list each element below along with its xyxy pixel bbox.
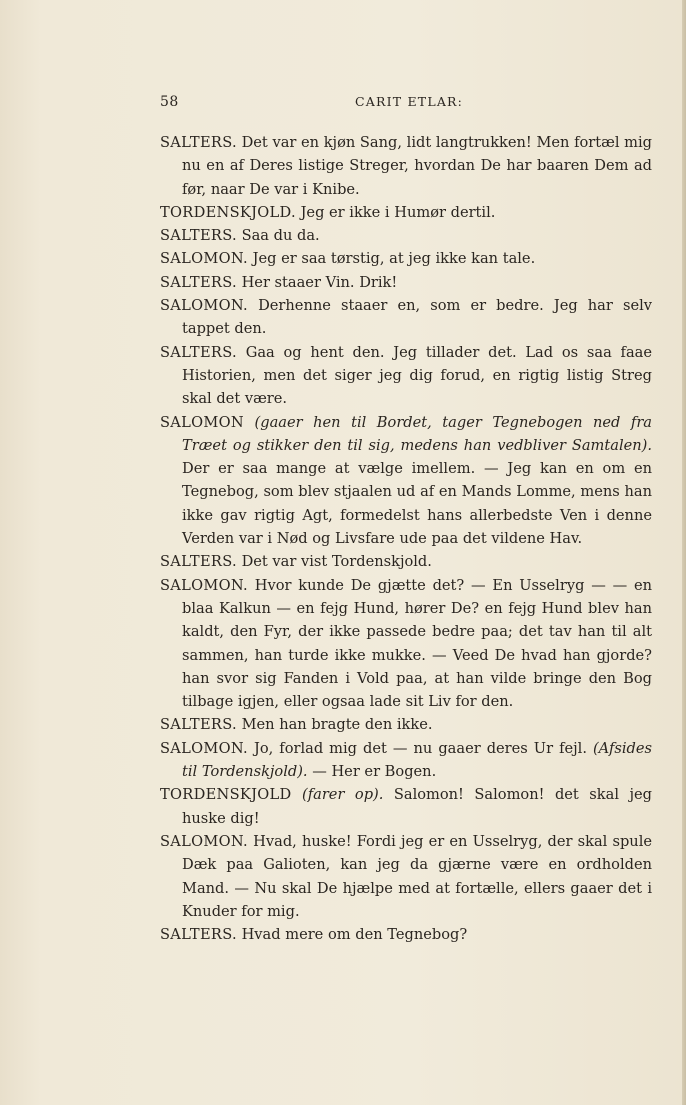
speech-text: Hvad, huske! Fordi jeg er en Usselryg, der skal spule Dæk paa Galioten, kan jeg da gjærne være en ordholden Mand. — Nu skal De hjælpe med at fortælle, ellers gaaer det i Knuder for mig. [182,832,652,920]
dialogue-line [160,201,652,224]
stage-direction: (farer op). [302,786,384,804]
dialogue-line [160,550,652,573]
dialogue-line [160,411,652,551]
speaker-name: SALTERS. [160,553,237,571]
dialogue-line [160,574,652,714]
speech-text: Det var en kjøn Sang, lidt langtrukken! Men fortæl mig nu en af Deres listige Streger, hvordan De har baaren Dem ad før, naar De var i Knibe. [182,134,652,198]
speech-text: — Her er Bogen. [312,763,437,781]
speech-text: Det var vist Tordenskjold. [241,553,432,571]
dialogue-line [160,247,652,270]
speaker-name: SALOMON. [160,297,248,315]
speech-text: Jo, forlad mig det — nu gaaer deres Ur fejl. [254,739,587,757]
speech-text: Jeg er saa tørstig, at jeg ikke kan tale. [252,250,536,268]
dialogue-line [160,224,652,247]
speaker-name: SALTERS. [160,343,237,361]
dialogue-line [160,737,652,784]
page-header [160,94,650,114]
stage-direction: (Afsides til Tordenskjold). [182,739,652,781]
speaker-name: SALOMON. [160,739,248,757]
dialogue-line [160,923,652,946]
speaker-name: TORDENSKJOLD. [160,203,296,221]
speaker-name: SALOMON. [160,250,248,268]
speaker-name: SALTERS. [160,273,237,291]
speech-text: Gaa og hent den. Jeg tillader det. Lad os saa faae Historien, men det siger jeg dig forud, en rigtig listig Streg skal det være. [182,343,652,408]
speech-text: Her staaer Vin. Drik! [241,273,398,291]
dialogue-line [160,713,652,736]
speaker-name: SALTERS. [160,716,237,734]
speaker-name: SALOMON [160,413,244,431]
speech-text: Jeg er ikke i Humør dertil. [300,203,496,221]
dialogue-line [160,271,652,294]
speaker-name: SALTERS. [160,134,237,151]
page-body [160,131,652,946]
speaker-name: SALOMON. [160,832,248,850]
dialogue-line [160,131,652,201]
speaker-name: TORDENSKJOLD [160,786,292,804]
stage-direction: (gaaer hen til Bordet, tager Tegnebogen ned fra Træet og stikker den til sig, medens han vedbliver Samtalen). [182,413,653,454]
speaker-name: SALTERS. [160,227,237,245]
speaker-name: SALOMON. [160,576,248,594]
speech-text: Derhenne staaer en, som er bedre. Jeg har selv tappet den. [182,297,652,338]
dialogue-line [160,783,652,830]
dialogue-line [160,294,652,341]
speech-text: Saa du da. [241,227,320,245]
running-title: CARIT ETLAR: [355,94,464,109]
speech-text: Hvor kunde De gjætte det? — En Usselryg — — en blaa Kalkun — en fejg Hund, hører De? en fejg Hund blev han kaldt, den Fyr, der ikke passede bedre paa; det tav han til alt sammen, han turde ikke mukke. — Veed De hvad han gjorde? han svor sig Fanden i Vold paa, at han vilde bringe den Bog tilbage igjen, eller ogsaa lade sit Liv for den. [182,576,652,711]
speech-text: Men han bragte den ikke. [241,716,433,734]
speech-text: Salomon! Salomon! det skal jeg huske dig! [182,786,652,827]
speech-text: Der er saa mange at vælge imellem. — Jeg kan en om en Tegnebog, som blev stjaalen ud af en Mands Lomme, mens han ikke gav rigtig Agt, formedelst hans allerbedste Ven i denne Verden var i Nød og Livsfare ude paa det vildene Hav. [182,460,652,548]
speaker-name: SALTERS. [160,926,237,944]
speech-text: Hvad mere om den Tegnebog? [241,926,468,944]
page-number: 58 [160,94,179,110]
dialogue-line [160,341,652,411]
dialogue-line [160,830,652,923]
page-edge [682,0,686,1105]
